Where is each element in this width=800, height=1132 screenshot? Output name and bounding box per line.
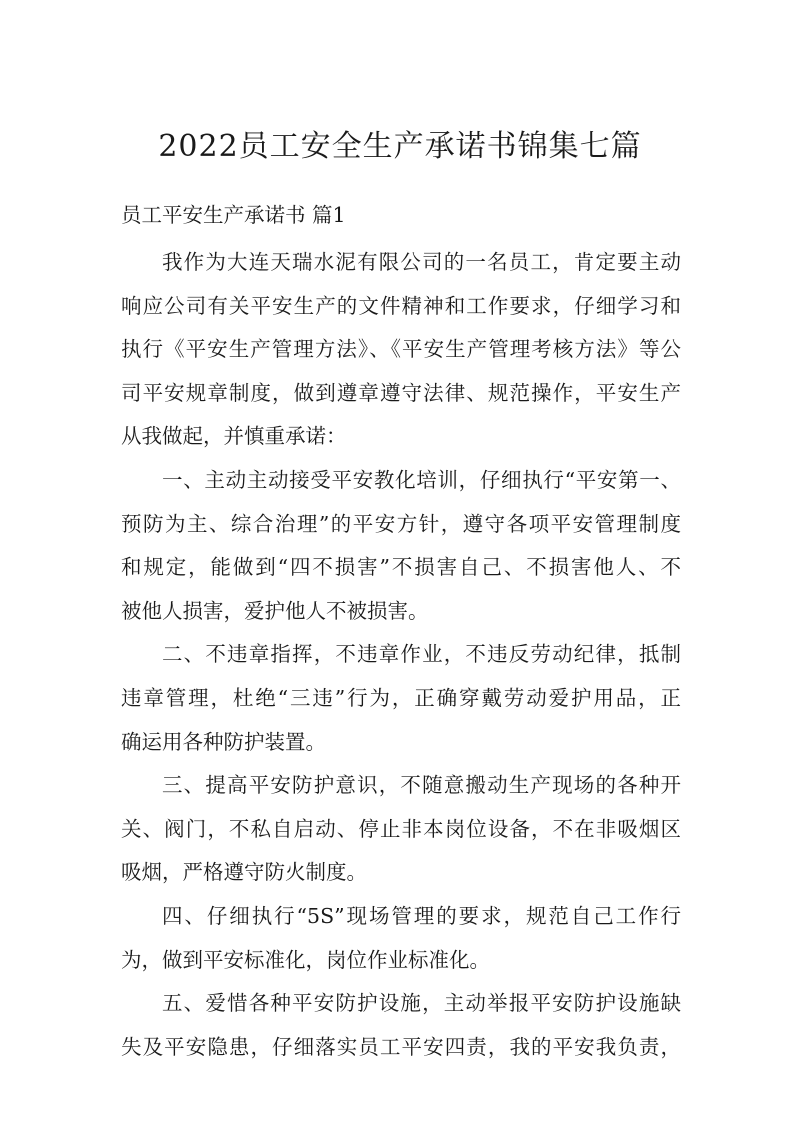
document-title: 2022员工安全生产承诺书锦集七篇	[158, 129, 642, 164]
paragraph-line: 司平安规章制度，做到遵章遵守法律、规范操作，平安生产	[121, 380, 681, 405]
paragraph-line: 执行《平安生产管理方法》、《平安生产管理考核方法》等公	[121, 337, 681, 362]
paragraph-intro	[121, 241, 681, 459]
paragraph-item-3	[121, 764, 681, 895]
paragraph-item-2	[121, 633, 681, 764]
paragraph-line: 和规定，能做到“四不损害”不损害自己、不损害他人、不	[121, 555, 681, 580]
paragraph-line: 五、爱惜各种平安防护设施，主动举报平安防护设施缺	[162, 991, 681, 1016]
paragraph-line: 关、阀门，不私自启动、停止非本岗位设备，不在非吸烟区	[121, 816, 681, 841]
paragraph-line: 响应公司有关平安生产的文件精神和工作要求，仔细学习和	[121, 293, 681, 318]
section-heading: 员工平安生产承诺书 篇1	[121, 203, 346, 227]
paragraph-line: 为，做到平安标准化，岗位作业标准化。	[121, 947, 490, 972]
paragraph-item-5	[121, 982, 681, 1069]
paragraph-line: 确运用各种防护装置。	[121, 729, 326, 754]
paragraph-line: 四、仔细执行“5S”现场管理的要求，规范自己工作行	[162, 903, 681, 928]
paragraph-line: 三、提高平安防护意识，不随意搬动生产现场的各种开	[162, 773, 681, 798]
paragraph-line: 预防为主、综合治理”的平安方针，遵守各项平安管理制度	[121, 511, 681, 536]
paragraph-line: 失及平安隐患，仔细落实员工平安四责，我的平安我负责，	[121, 1034, 681, 1059]
paragraph-item-1	[121, 459, 681, 633]
paragraph-line: 从我做起，并慎重承诺：	[121, 424, 347, 449]
paragraph-item-4	[121, 895, 681, 982]
paragraph-line: 一、主动主动接受平安教化培训，仔细执行“平安第一、	[162, 467, 681, 492]
paragraph-line: 违章管理，杜绝“三违”行为，正确穿戴劳动爱护用品，正	[121, 685, 681, 710]
document-body	[121, 241, 681, 1069]
paragraph-line: 二、不违章指挥，不违章作业，不违反劳动纪律，抵制	[162, 642, 681, 667]
paragraph-line: 吸烟，严格遵守防火制度。	[121, 860, 367, 885]
paragraph-line: 被他人损害，爱护他人不被损害。	[121, 598, 429, 623]
paragraph-line: 我作为大连天瑞水泥有限公司的一名员工，肯定要主动	[162, 250, 681, 274]
